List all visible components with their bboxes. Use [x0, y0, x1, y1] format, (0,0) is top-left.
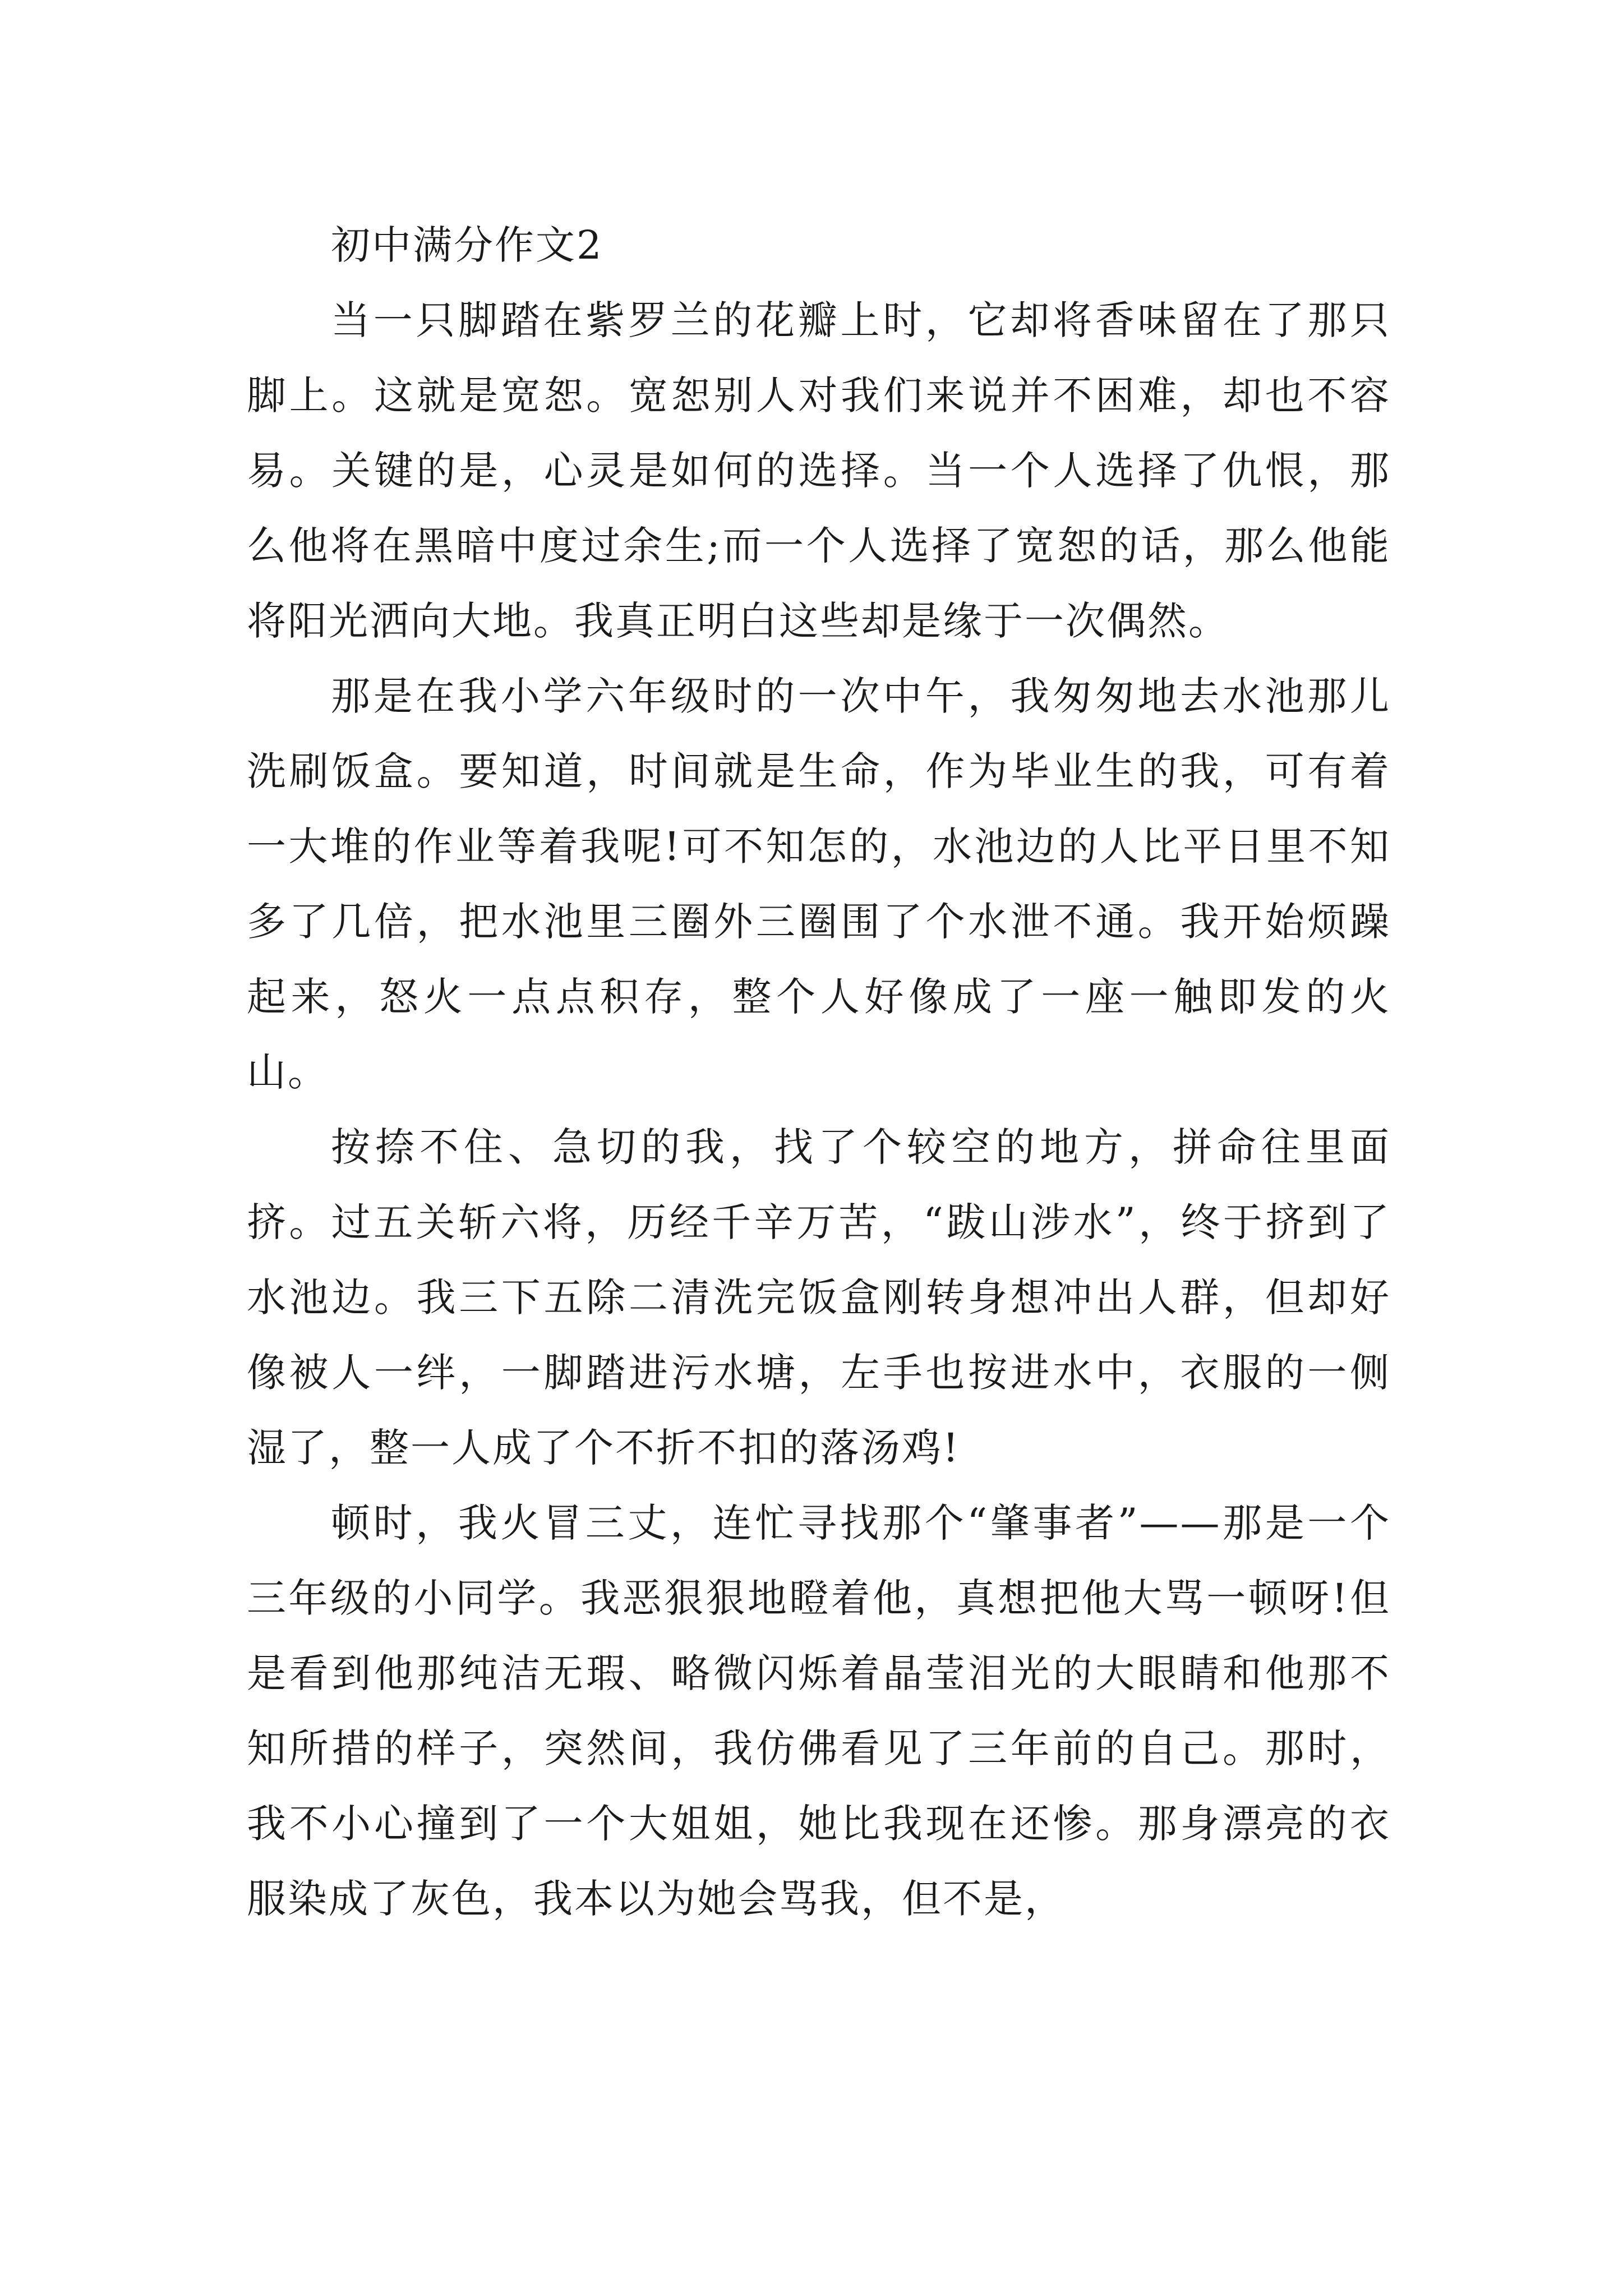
document-body [247, 208, 1391, 1936]
paragraph-1: 当一只脚踏在紫罗兰的花瓣上时，它却将香味留在了那只脚上。这就是宽恕。宽恕别人对我们来说并不困难，却也不容易。关键的是，心灵是如何的选择。当一个人选择了仇恨，那么他将在黑暗中度过余生;而一个人选择了宽恕的话，那么他能将阳光洒向大地。我真正明白这些却是缘于一次偶然。 [247, 297, 1391, 644]
paragraph-3: 按捺不住、急切的我，找了个较空的地方，拼命往里面挤。过五关斩六将，历经千辛万苦，“跋山涉水”，终于挤到了水池边。我三下五除二清洗完饭盒刚转身想冲出人群，但却好像被人一绊，一脚踏进污水塘，左手也按进水中，衣服的一侧湿了，整一人成了个不折不扣的落汤鸡! [247, 1124, 1391, 1471]
paragraph-2: 那是在我小学六年级时的一次中午，我匆匆地去水池那儿洗刷饭盒。要知道，时间就是生命，作为毕业生的我，可有着一大堆的作业等着我呢!可不知怎的，水池边的人比平日里不知多了几倍，把水池里三圈外三圈围了个水泄不通。我开始烦躁起来，怒火一点点积存，整个人好像成了一座一触即发的火山。 [247, 673, 1391, 1095]
paragraph-4: 顿时，我火冒三丈，连忙寻找那个“肇事者”——那是一个三年级的小同学。我恶狠狠地瞪着他，真想把他大骂一顿呀!但是看到他那纯洁无瑕、略微闪烁着晶莹泪光的大眼睛和他那不知所措的样子，突然间，我仿佛看见了三年前的自己。那时，我不小心撞到了一个大姐姐，她比我现在还惨。那身漂亮的衣服染成了灰色，我本以为她会骂我，但不是， [247, 1500, 1391, 1922]
document-title: 初中满分作文2 [331, 222, 603, 268]
